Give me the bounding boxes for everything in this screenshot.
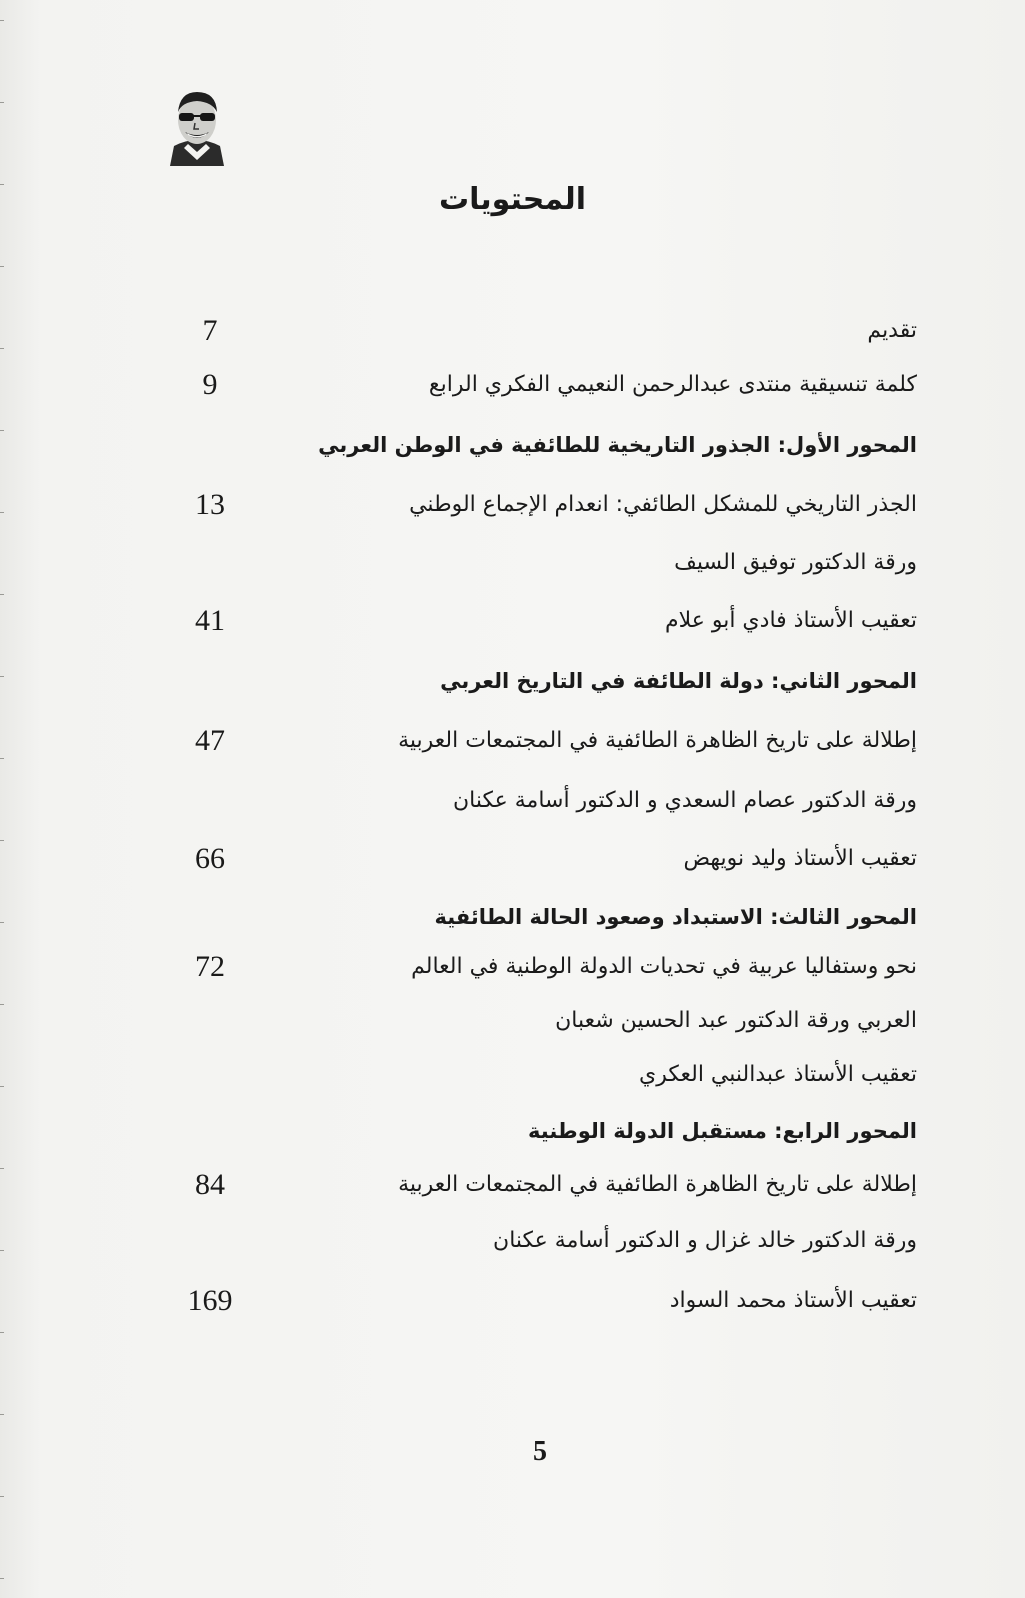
toc-entry-title: إطلالة على تاريخ الظاهرة الطائفية في المجتمعات العربية [398,1172,917,1197]
toc-page-number: 9 [202,368,218,401]
toc-row [0,596,1025,646]
toc-entry-title: تقديم [867,318,917,343]
toc-row [0,480,1025,530]
toc-entry-title: ورقة الدكتور عصام السعدي و الدكتور أسامة عكنان [452,788,917,813]
toc-row [0,716,1025,766]
toc-page-number: 41 [195,604,225,637]
toc-row [0,360,1025,410]
toc-entry-title: المحور الرابع: مستقبل الدولة الوطنية [528,1119,917,1143]
toc-entry-title: تعقيب الأستاذ فادي أبو علام [664,608,917,633]
toc-entry-title: تعقيب الأستاذ عبدالنبي العكري [639,1062,917,1087]
toc-page-number: 47 [195,724,225,757]
toc-entry-title: ورقة الدكتور توفيق السيف [674,550,917,575]
toc-page-number: 84 [195,1168,225,1201]
toc-row [0,306,1025,356]
toc-row [0,1276,1025,1326]
toc-entry-title: إطلالة على تاريخ الظاهرة الطائفية في المجتمعات العربية [398,728,917,753]
toc-entry-title: المحور الثالث: الاستبداد وصعود الحالة الطائفية [434,905,917,929]
toc-page-number: 66 [195,842,225,875]
toc-row [0,892,1025,942]
toc-page-number: 169 [187,1284,233,1317]
toc-row [0,1106,1025,1156]
toc-entry-title: العربي ورقة الدكتور عبد الحسين شعبان [555,1008,917,1033]
toc-entry-title: تعقيب الأستاذ وليد نويهض [683,846,917,871]
toc-row [0,538,1025,588]
toc-entry-title: المحور الثاني: دولة الطائفة في التاريخ العربي [440,669,917,693]
toc-entry-title: الجذر التاريخي للمشكل الطائفي: انعدام الإجماع الوطني [409,492,917,517]
author-portrait-icon [166,86,228,166]
toc-row [0,656,1025,706]
toc-page-number: 7 [202,314,218,347]
toc-row [0,942,1025,992]
toc-entry-title: ورقة الدكتور خالد غزال و الدكتور أسامة عكنان [493,1228,917,1253]
page-number: 5 [533,1436,547,1467]
toc-row [0,1216,1025,1266]
toc-row [0,1160,1025,1210]
toc-row [0,776,1025,826]
toc-row [0,1050,1025,1100]
toc-page-number: 13 [195,488,225,521]
toc-entry-title: تعقيب الأستاذ محمد السواد [669,1288,917,1313]
toc-entry-title: نحو وستفاليا عربية في تحديات الدولة الوطنية في العالم [411,954,917,979]
toc-entry-title: كلمة تنسيقية منتدى عبدالرحمن النعيمي الفكري الرابع [428,372,917,397]
page-title: المحتويات [438,182,586,217]
toc-page-number: 72 [195,950,225,983]
toc-row [0,996,1025,1046]
toc-row [0,420,1025,470]
toc-row [0,834,1025,884]
toc-entry-title: المحور الأول: الجذور التاريخية للطائفية في الوطن العربي [318,433,917,457]
